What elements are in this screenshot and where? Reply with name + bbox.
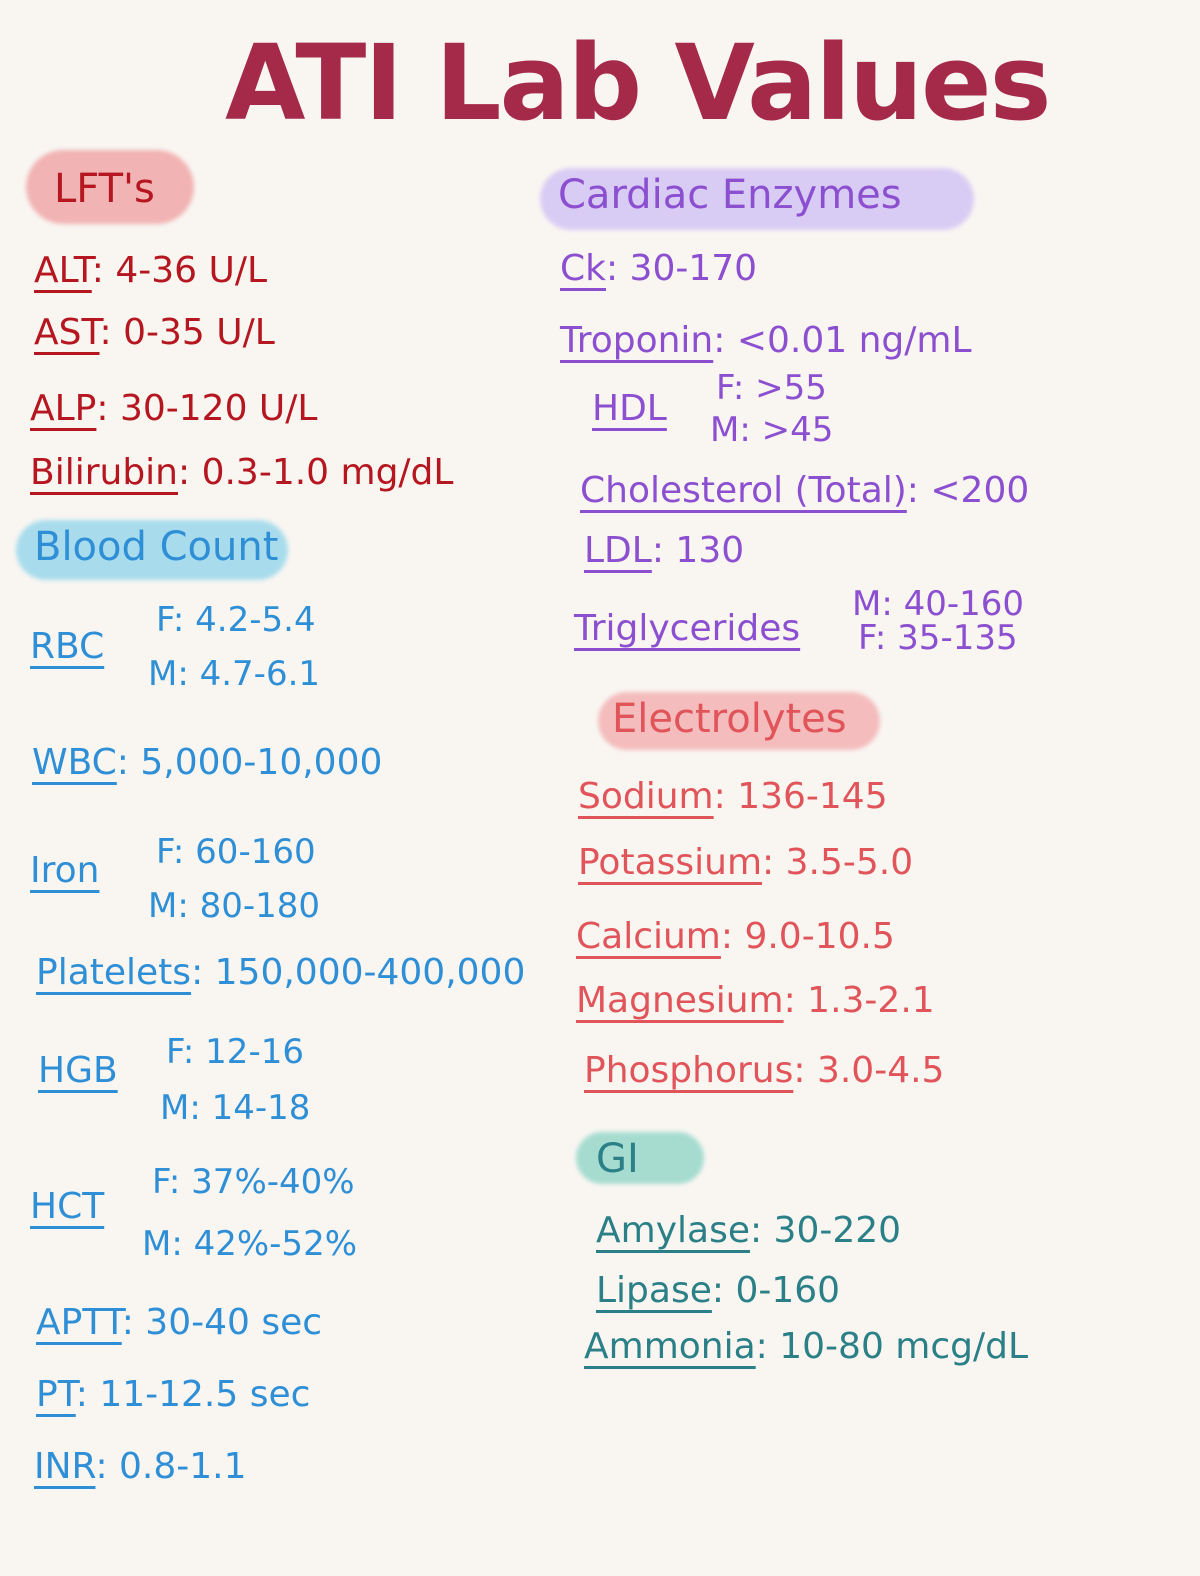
hdl-female: F: >55 bbox=[716, 368, 827, 408]
ammonia-value: : 10-80 mcg/dL bbox=[755, 1326, 1029, 1367]
wbc-value: : 5,000-10,000 bbox=[116, 742, 383, 783]
inr-label: INR bbox=[34, 1446, 96, 1487]
hct-male: M: 42%-52% bbox=[142, 1224, 358, 1264]
sodium-label: Sodium bbox=[578, 776, 714, 817]
bilirubin-row bbox=[30, 452, 453, 493]
iron-female: F: 60-160 bbox=[156, 832, 316, 872]
hct-label: HCT bbox=[30, 1186, 105, 1227]
blood-heading: Blood Count bbox=[34, 524, 279, 570]
cholesterol-row bbox=[580, 470, 1029, 511]
iron-male: M: 80-180 bbox=[148, 886, 321, 926]
ast-value: : 0-35 U/L bbox=[99, 312, 275, 353]
troponin-label: Troponin bbox=[560, 320, 714, 361]
magnesium-row bbox=[576, 980, 935, 1021]
platelets-value: : 150,000-400,000 bbox=[191, 952, 526, 993]
troponin-value: : <0.01 ng/mL bbox=[713, 320, 972, 361]
cardiac-heading: Cardiac Enzymes bbox=[558, 172, 902, 218]
rbc-label: RBC bbox=[30, 626, 105, 667]
cholesterol-value: : <200 bbox=[906, 470, 1030, 511]
hgb-male: M: 14-18 bbox=[160, 1088, 311, 1128]
iron-label: Iron bbox=[30, 850, 100, 891]
troponin-row bbox=[560, 320, 972, 361]
ldl-value: : 130 bbox=[651, 530, 745, 571]
amylase-label: Amylase bbox=[596, 1210, 750, 1251]
ck-value: : 30-170 bbox=[605, 248, 758, 289]
hct-female: F: 37%-40% bbox=[152, 1162, 355, 1202]
bilirubin-label: Bilirubin bbox=[30, 452, 178, 493]
pt-label: PT bbox=[36, 1374, 76, 1415]
alt-label: ALT bbox=[34, 250, 92, 291]
ldl-row bbox=[584, 530, 744, 571]
gi-heading: GI bbox=[596, 1136, 639, 1182]
hdl-male: M: >45 bbox=[710, 410, 834, 450]
alp-row bbox=[30, 388, 317, 429]
phosphorus-label: Phosphorus bbox=[584, 1050, 794, 1091]
alp-value: : 30-120 U/L bbox=[96, 388, 318, 429]
calcium-row bbox=[576, 916, 895, 957]
ast-row bbox=[34, 312, 275, 353]
amylase-row bbox=[596, 1210, 901, 1251]
ldl-label: LDL bbox=[584, 530, 652, 571]
cholesterol-label: Cholesterol (Total) bbox=[580, 470, 907, 511]
calcium-value: : 9.0-10.5 bbox=[720, 916, 895, 957]
triglycerides-label: Triglycerides bbox=[574, 608, 801, 649]
electrolytes-heading: Electrolytes bbox=[612, 696, 847, 742]
sodium-value: : 136-145 bbox=[713, 776, 888, 817]
pt-row bbox=[36, 1374, 310, 1415]
platelets-row bbox=[36, 952, 525, 993]
potassium-value: : 3.5-5.0 bbox=[762, 842, 914, 883]
inr-value: : 0.8-1.1 bbox=[95, 1446, 247, 1487]
lipase-label: Lipase bbox=[596, 1270, 712, 1311]
pt-value: : 11-12.5 sec bbox=[75, 1374, 311, 1415]
alt-row bbox=[34, 250, 267, 291]
lipase-value: : 0-160 bbox=[711, 1270, 841, 1311]
magnesium-value: : 1.3-2.1 bbox=[783, 980, 935, 1021]
wbc-label: WBC bbox=[32, 742, 117, 783]
ck-row bbox=[560, 248, 757, 289]
hdl-label: HDL bbox=[592, 388, 667, 429]
alt-value: : 4-36 U/L bbox=[91, 250, 268, 291]
platelets-label: Platelets bbox=[36, 952, 192, 993]
amylase-value: : 30-220 bbox=[749, 1210, 902, 1251]
hgb-label: HGB bbox=[38, 1050, 118, 1091]
phosphorus-row bbox=[584, 1050, 944, 1091]
triglycerides-male: M: 40-160 bbox=[852, 584, 1025, 624]
ammonia-label: Ammonia bbox=[584, 1326, 756, 1367]
potassium-row bbox=[578, 842, 913, 883]
ast-label: AST bbox=[34, 312, 100, 353]
inr-row bbox=[34, 1446, 247, 1487]
ck-label: Ck bbox=[560, 248, 606, 289]
bilirubin-value: : 0.3-1.0 mg/dL bbox=[178, 452, 454, 493]
potassium-label: Potassium bbox=[578, 842, 763, 883]
aptt-label: APTT bbox=[36, 1302, 122, 1343]
aptt-value: : 30-40 sec bbox=[121, 1302, 323, 1343]
rbc-female: F: 4.2-5.4 bbox=[156, 600, 316, 640]
rbc-male: M: 4.7-6.1 bbox=[148, 654, 321, 694]
aptt-row bbox=[36, 1302, 322, 1343]
page-title: ATI Lab Values bbox=[225, 22, 1050, 144]
calcium-label: Calcium bbox=[576, 916, 721, 957]
phosphorus-value: : 3.0-4.5 bbox=[793, 1050, 945, 1091]
lfts-heading: LFT's bbox=[54, 166, 155, 212]
hgb-female: F: 12-16 bbox=[166, 1032, 304, 1072]
sodium-row bbox=[578, 776, 888, 817]
lipase-row bbox=[596, 1270, 840, 1311]
magnesium-label: Magnesium bbox=[576, 980, 784, 1021]
wbc-row bbox=[32, 742, 382, 783]
ammonia-row bbox=[584, 1326, 1028, 1367]
triglycerides-female: F: 35-135 bbox=[858, 618, 1018, 658]
alp-label: ALP bbox=[30, 388, 97, 429]
